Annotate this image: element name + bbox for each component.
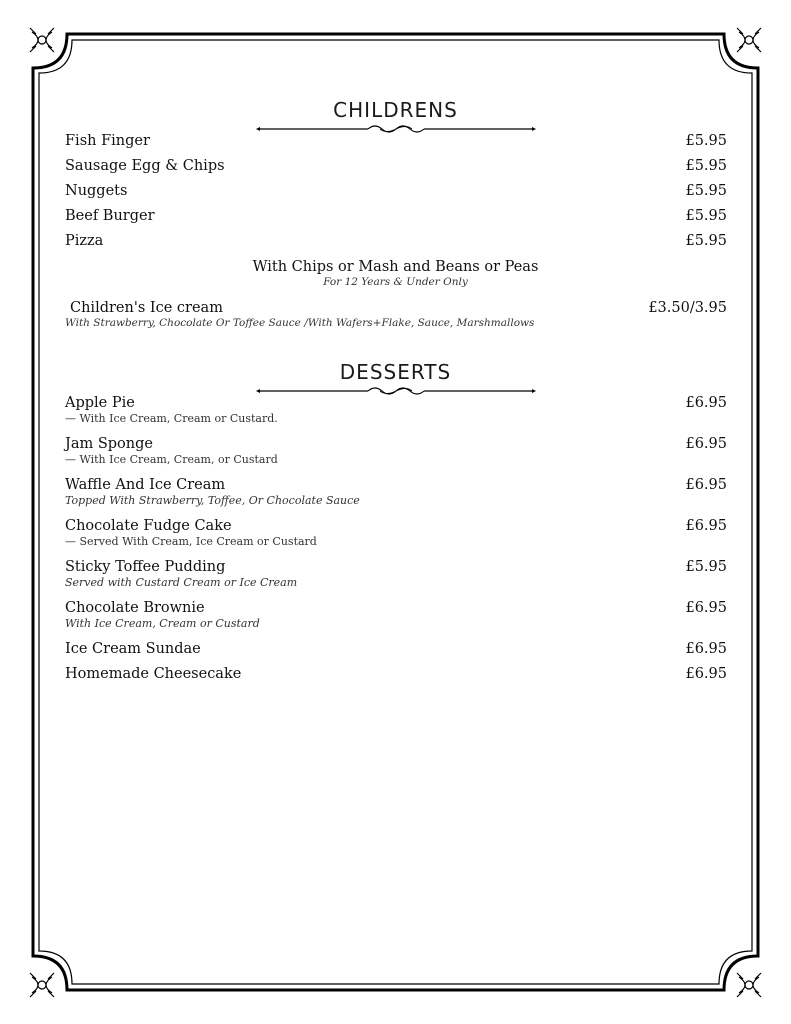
item-price: £5.95 (685, 158, 727, 174)
menu-item (65, 395, 727, 425)
item-price: £3.50/3.95 (648, 300, 727, 316)
menu-item (65, 666, 727, 682)
item-description: Served with Custard Cream or Ice Cream (65, 576, 298, 589)
childrens-title: CHILDRENS (333, 98, 458, 122)
item-description: Topped With Strawberry, Toffee, Or Chocolate Sauce (65, 494, 360, 507)
item-description: With Ice Cream, Cream or Custard (65, 617, 260, 630)
item-name: Jam Sponge (65, 436, 153, 452)
item-price: £5.95 (685, 208, 727, 224)
menu-item (65, 208, 727, 224)
menu-item (65, 158, 727, 174)
item-name: Waffle And Ice Cream (65, 477, 226, 493)
item-name: Chocolate Brownie (65, 600, 205, 616)
item-name: Sticky Toffee Pudding (65, 559, 226, 575)
item-name: Children's Ice cream (70, 300, 223, 316)
item-price: £6.95 (685, 395, 727, 411)
menu-item (65, 477, 727, 507)
item-price: £6.95 (685, 666, 727, 682)
age-limit-note: For 12 Years & Under Only (323, 276, 468, 288)
item-price: £6.95 (685, 641, 727, 657)
item-name: Sausage Egg & Chips (65, 158, 225, 174)
childrens-sides-note (0, 259, 791, 288)
item-name: Pizza (65, 233, 104, 249)
menu-item (65, 183, 727, 199)
item-name: Ice Cream Sundae (65, 641, 201, 657)
item-name: Fish Finger (65, 133, 150, 149)
menu-item (65, 641, 727, 657)
item-price: £6.95 (685, 600, 727, 616)
item-price: £5.95 (685, 233, 727, 249)
sides-note-text: With Chips or Mash and Beans or Peas (252, 259, 539, 275)
item-description: — With Ice Cream, Cream or Custard. (65, 412, 278, 425)
item-name: Apple Pie (65, 395, 135, 411)
item-name: Beef Burger (65, 208, 155, 224)
item-description: — With Ice Cream, Cream, or Custard (65, 453, 278, 466)
menu-item (65, 233, 727, 249)
item-price: £5.95 (685, 183, 727, 199)
item-price: £6.95 (685, 436, 727, 452)
menu-item (65, 300, 727, 329)
item-price: £5.95 (685, 559, 727, 575)
item-description: With Strawberry, Chocolate Or Toffee Sauce /With Wafers+Flake, Sauce, Marshmallows (65, 317, 535, 329)
item-price: £6.95 (685, 518, 727, 534)
item-name: Chocolate Fudge Cake (65, 518, 232, 534)
menu-item (65, 436, 727, 466)
menu-item (65, 559, 727, 589)
menu-item (65, 133, 727, 149)
item-description: — Served With Cream, Ice Cream or Custard (65, 535, 317, 548)
item-name: Nuggets (65, 183, 128, 199)
item-name: Homemade Cheesecake (65, 666, 242, 682)
menu-item (65, 518, 727, 548)
desserts-title: DESSERTS (339, 360, 452, 384)
item-price: £6.95 (685, 477, 727, 493)
menu-item (65, 600, 727, 630)
item-price: £5.95 (685, 133, 727, 149)
